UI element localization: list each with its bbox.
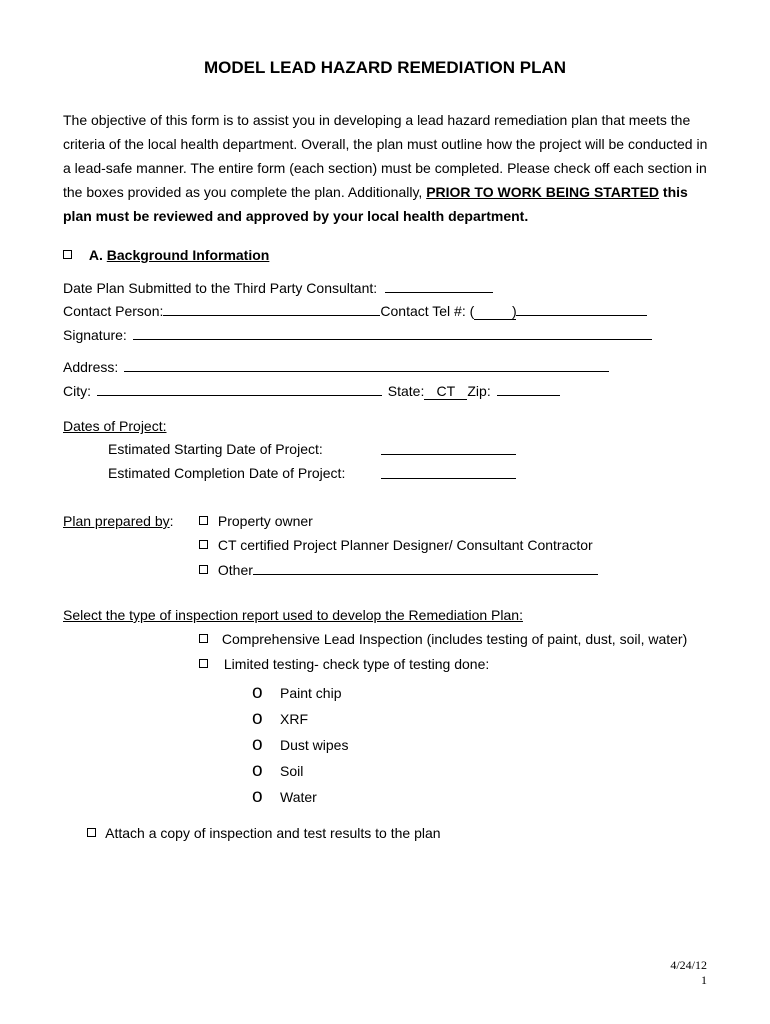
prepared-by-colon: :	[169, 513, 174, 529]
inspection-heading: Select the type of inspection report used to develop the Remediation Plan:	[63, 607, 523, 623]
test-water[interactable]	[252, 786, 317, 807]
start-date-label: Estimated Starting Date of Project:	[108, 441, 323, 457]
zip-field[interactable]	[497, 382, 560, 396]
contact-tel-field[interactable]	[516, 302, 647, 316]
bullet-o: o	[252, 760, 263, 781]
completion-date-label: Estimated Completion Date of Project:	[108, 465, 346, 481]
bullet-o: o	[252, 786, 263, 807]
state-field[interactable]	[424, 383, 467, 400]
test-xrf[interactable]	[252, 708, 308, 729]
test-label: Dust wipes	[280, 737, 349, 753]
address-field[interactable]	[124, 358, 609, 372]
date-submitted-label: Date Plan Submitted to the Third Party Consultant:	[63, 280, 378, 296]
state-label: State:	[387, 383, 425, 399]
prepared-by-label: Plan prepared by	[63, 513, 170, 529]
completion-date-field[interactable]	[381, 465, 516, 479]
footer	[670, 958, 707, 988]
limited-checkbox[interactable]	[199, 659, 208, 668]
test-label: Paint chip	[280, 685, 342, 701]
state-value: CT	[436, 383, 456, 399]
city-label: City:	[63, 383, 91, 399]
zip-label: Zip:	[467, 383, 491, 399]
test-label: Soil	[280, 763, 304, 779]
test-label: Water	[280, 789, 317, 805]
date-submitted-row	[63, 279, 493, 296]
test-paint-chip[interactable]	[252, 682, 342, 703]
attach-results-option[interactable]	[87, 825, 441, 841]
test-label: XRF	[280, 711, 308, 727]
bullet-o: o	[252, 682, 263, 703]
start-date-field[interactable]	[381, 441, 516, 455]
city-field[interactable]	[97, 382, 382, 396]
page-title: MODEL LEAD HAZARD REMEDIATION PLAN	[203, 58, 567, 77]
test-dust-wipes[interactable]	[252, 734, 349, 755]
signature-row	[63, 326, 652, 343]
dates-heading: Dates of Project:	[63, 418, 167, 434]
contact-person-label: Contact Person:	[63, 303, 164, 319]
contact-tel-close: )	[511, 303, 517, 319]
other-checkbox[interactable]	[199, 565, 208, 574]
other-field[interactable]	[253, 561, 598, 575]
contact-row	[63, 302, 647, 320]
bullet-o: o	[252, 734, 263, 755]
prepared-option-owner[interactable]	[199, 513, 313, 529]
section-a-letter: A.	[88, 247, 103, 263]
comprehensive-option[interactable]	[199, 631, 687, 647]
limited-label: Limited testing- check type of testing done:	[223, 656, 490, 672]
area-code-field[interactable]	[474, 303, 516, 320]
bullet-o: o	[252, 708, 263, 729]
contact-tel-label: Contact Tel #: (	[380, 303, 475, 319]
prepared-by-row	[63, 513, 174, 529]
consultant-label: CT certified Project Planner Designer/ Consultant Contractor	[217, 537, 593, 553]
page-number: 1	[701, 973, 707, 987]
attach-label: Attach a copy of inspection and test results to the plan	[105, 825, 441, 841]
address-row	[63, 358, 609, 375]
address-label: Address:	[63, 359, 119, 375]
contact-person-field[interactable]	[163, 302, 380, 316]
intro-text-2: this plan must be reviewed and approved by your local health department.	[63, 184, 688, 224]
city-row	[63, 382, 560, 400]
section-a-checkbox[interactable]	[63, 250, 72, 259]
date-submitted-field[interactable]	[385, 279, 493, 293]
owner-label: Property owner	[217, 513, 313, 529]
attach-checkbox[interactable]	[87, 828, 96, 837]
signature-label: Signature:	[63, 327, 127, 343]
limited-option[interactable]	[199, 656, 489, 672]
test-soil[interactable]	[252, 760, 304, 781]
prepared-option-other[interactable]	[199, 561, 598, 578]
consultant-checkbox[interactable]	[199, 540, 208, 549]
comprehensive-label: Comprehensive Lead Inspection (includes testing of paint, dust, soil, water)	[221, 631, 688, 647]
prepared-option-consultant[interactable]	[199, 537, 593, 553]
section-a-heading	[63, 247, 269, 263]
signature-field[interactable]	[133, 326, 652, 340]
footer-date: 4/24/12	[670, 958, 707, 972]
intro-text-1: The objective of this form is to assist you in developing a lead hazard remediation plan that meets the criteria of the local health department. Overall, the plan must outline how the project will be conducted in a lead-safe manner. The entire form (each section) must be completed. Please check off each section in the boxes provided as you complete the plan. Additionally,	[63, 112, 708, 200]
comprehensive-checkbox[interactable]	[199, 634, 208, 643]
intro-emphasis: PRIOR TO WORK BEING STARTED	[426, 184, 660, 200]
intro-paragraph	[63, 108, 713, 228]
other-label: Other	[217, 562, 253, 578]
section-a-title: Background Information	[106, 247, 270, 263]
owner-checkbox[interactable]	[199, 516, 208, 525]
